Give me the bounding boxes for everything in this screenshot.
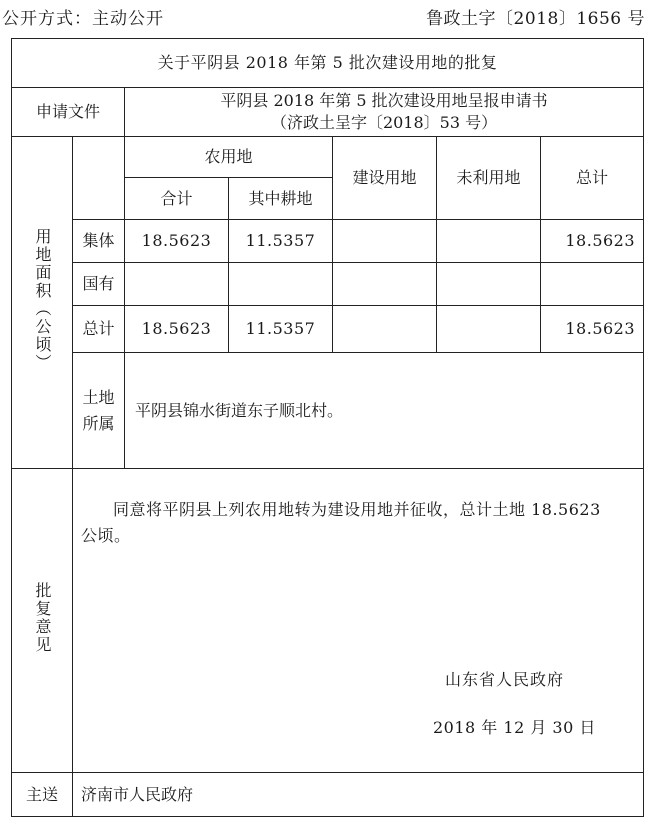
cell-agri-total: 18.5623 [125, 306, 229, 353]
area-header-row-1 [12, 137, 644, 178]
table-row [12, 306, 644, 353]
ownership-value: 平阴县锦水街道东子顺北村。 [125, 353, 644, 469]
document-header [0, 0, 651, 36]
row-header-blank [73, 137, 125, 220]
ownership-label: 土地所属 [82, 387, 115, 433]
unused-land-header: 未利用地 [437, 137, 541, 220]
agri-total-header: 合计 [125, 178, 229, 220]
cell-construction [333, 306, 437, 353]
cell-total [541, 263, 644, 306]
recipient-label: 主送 [12, 773, 73, 817]
cell-unused [437, 306, 541, 353]
construction-land-header: 建设用地 [333, 137, 437, 220]
approval-form-table [11, 38, 644, 817]
opinion-label-cell [12, 469, 73, 773]
issuing-organization: 山东省人民政府 [445, 670, 565, 689]
cell-unused [437, 220, 541, 263]
row-label-collective: 集体 [73, 220, 125, 263]
table-row [12, 263, 644, 306]
cell-agri-total [125, 263, 229, 306]
total-header: 总计 [541, 137, 644, 220]
land-area-label-cell [12, 137, 73, 469]
recipient-value: 济南市人民政府 [73, 773, 644, 817]
document-title: 关于平阴县 2018 年第 5 批次建设用地的批复 [12, 39, 644, 88]
land-area-label: 用地面积（公顷） [33, 227, 52, 372]
agri-land-header: 农用地 [125, 137, 333, 178]
disclosure-method: 公开方式：主动公开 [2, 9, 164, 29]
title-row [12, 39, 644, 88]
application-row [12, 88, 644, 137]
cell-construction [333, 263, 437, 306]
row-label-state: 国有 [73, 263, 125, 306]
cell-agri-farmland [229, 263, 333, 306]
cell-agri-farmland: 11.5357 [229, 220, 333, 263]
row-label-total: 总计 [73, 306, 125, 353]
agri-farmland-header: 其中耕地 [229, 178, 333, 220]
opinion-body: 同意将平阴县上列农用地转为建设用地并征收，总计土地 18.5623 公顷。 [81, 500, 601, 545]
cell-total: 18.5623 [541, 306, 644, 353]
application-line-1: 平阴县 2018 年第 5 批次建设用地呈报申请书 [220, 91, 548, 111]
opinion-row [12, 469, 644, 773]
opinion-label: 批复意见 [33, 581, 52, 654]
opinion-content [73, 469, 644, 773]
document-number: 鲁政土字〔2018〕1656 号 [426, 9, 645, 29]
cell-total: 18.5623 [541, 220, 644, 263]
application-line-2: （济政土呈字〔2018〕53 号） [270, 113, 498, 132]
cell-agri-total: 18.5623 [125, 220, 229, 263]
approval-date: 2018 年 12 月 30 日 [433, 718, 596, 737]
cell-agri-farmland: 11.5357 [229, 306, 333, 353]
application-document [125, 88, 644, 137]
application-label: 申请文件 [12, 88, 125, 137]
ownership-row [12, 353, 644, 469]
table-row [12, 220, 644, 263]
recipient-row [12, 773, 644, 817]
cell-unused [437, 263, 541, 306]
cell-construction [333, 220, 437, 263]
ownership-label-cell [73, 353, 125, 469]
